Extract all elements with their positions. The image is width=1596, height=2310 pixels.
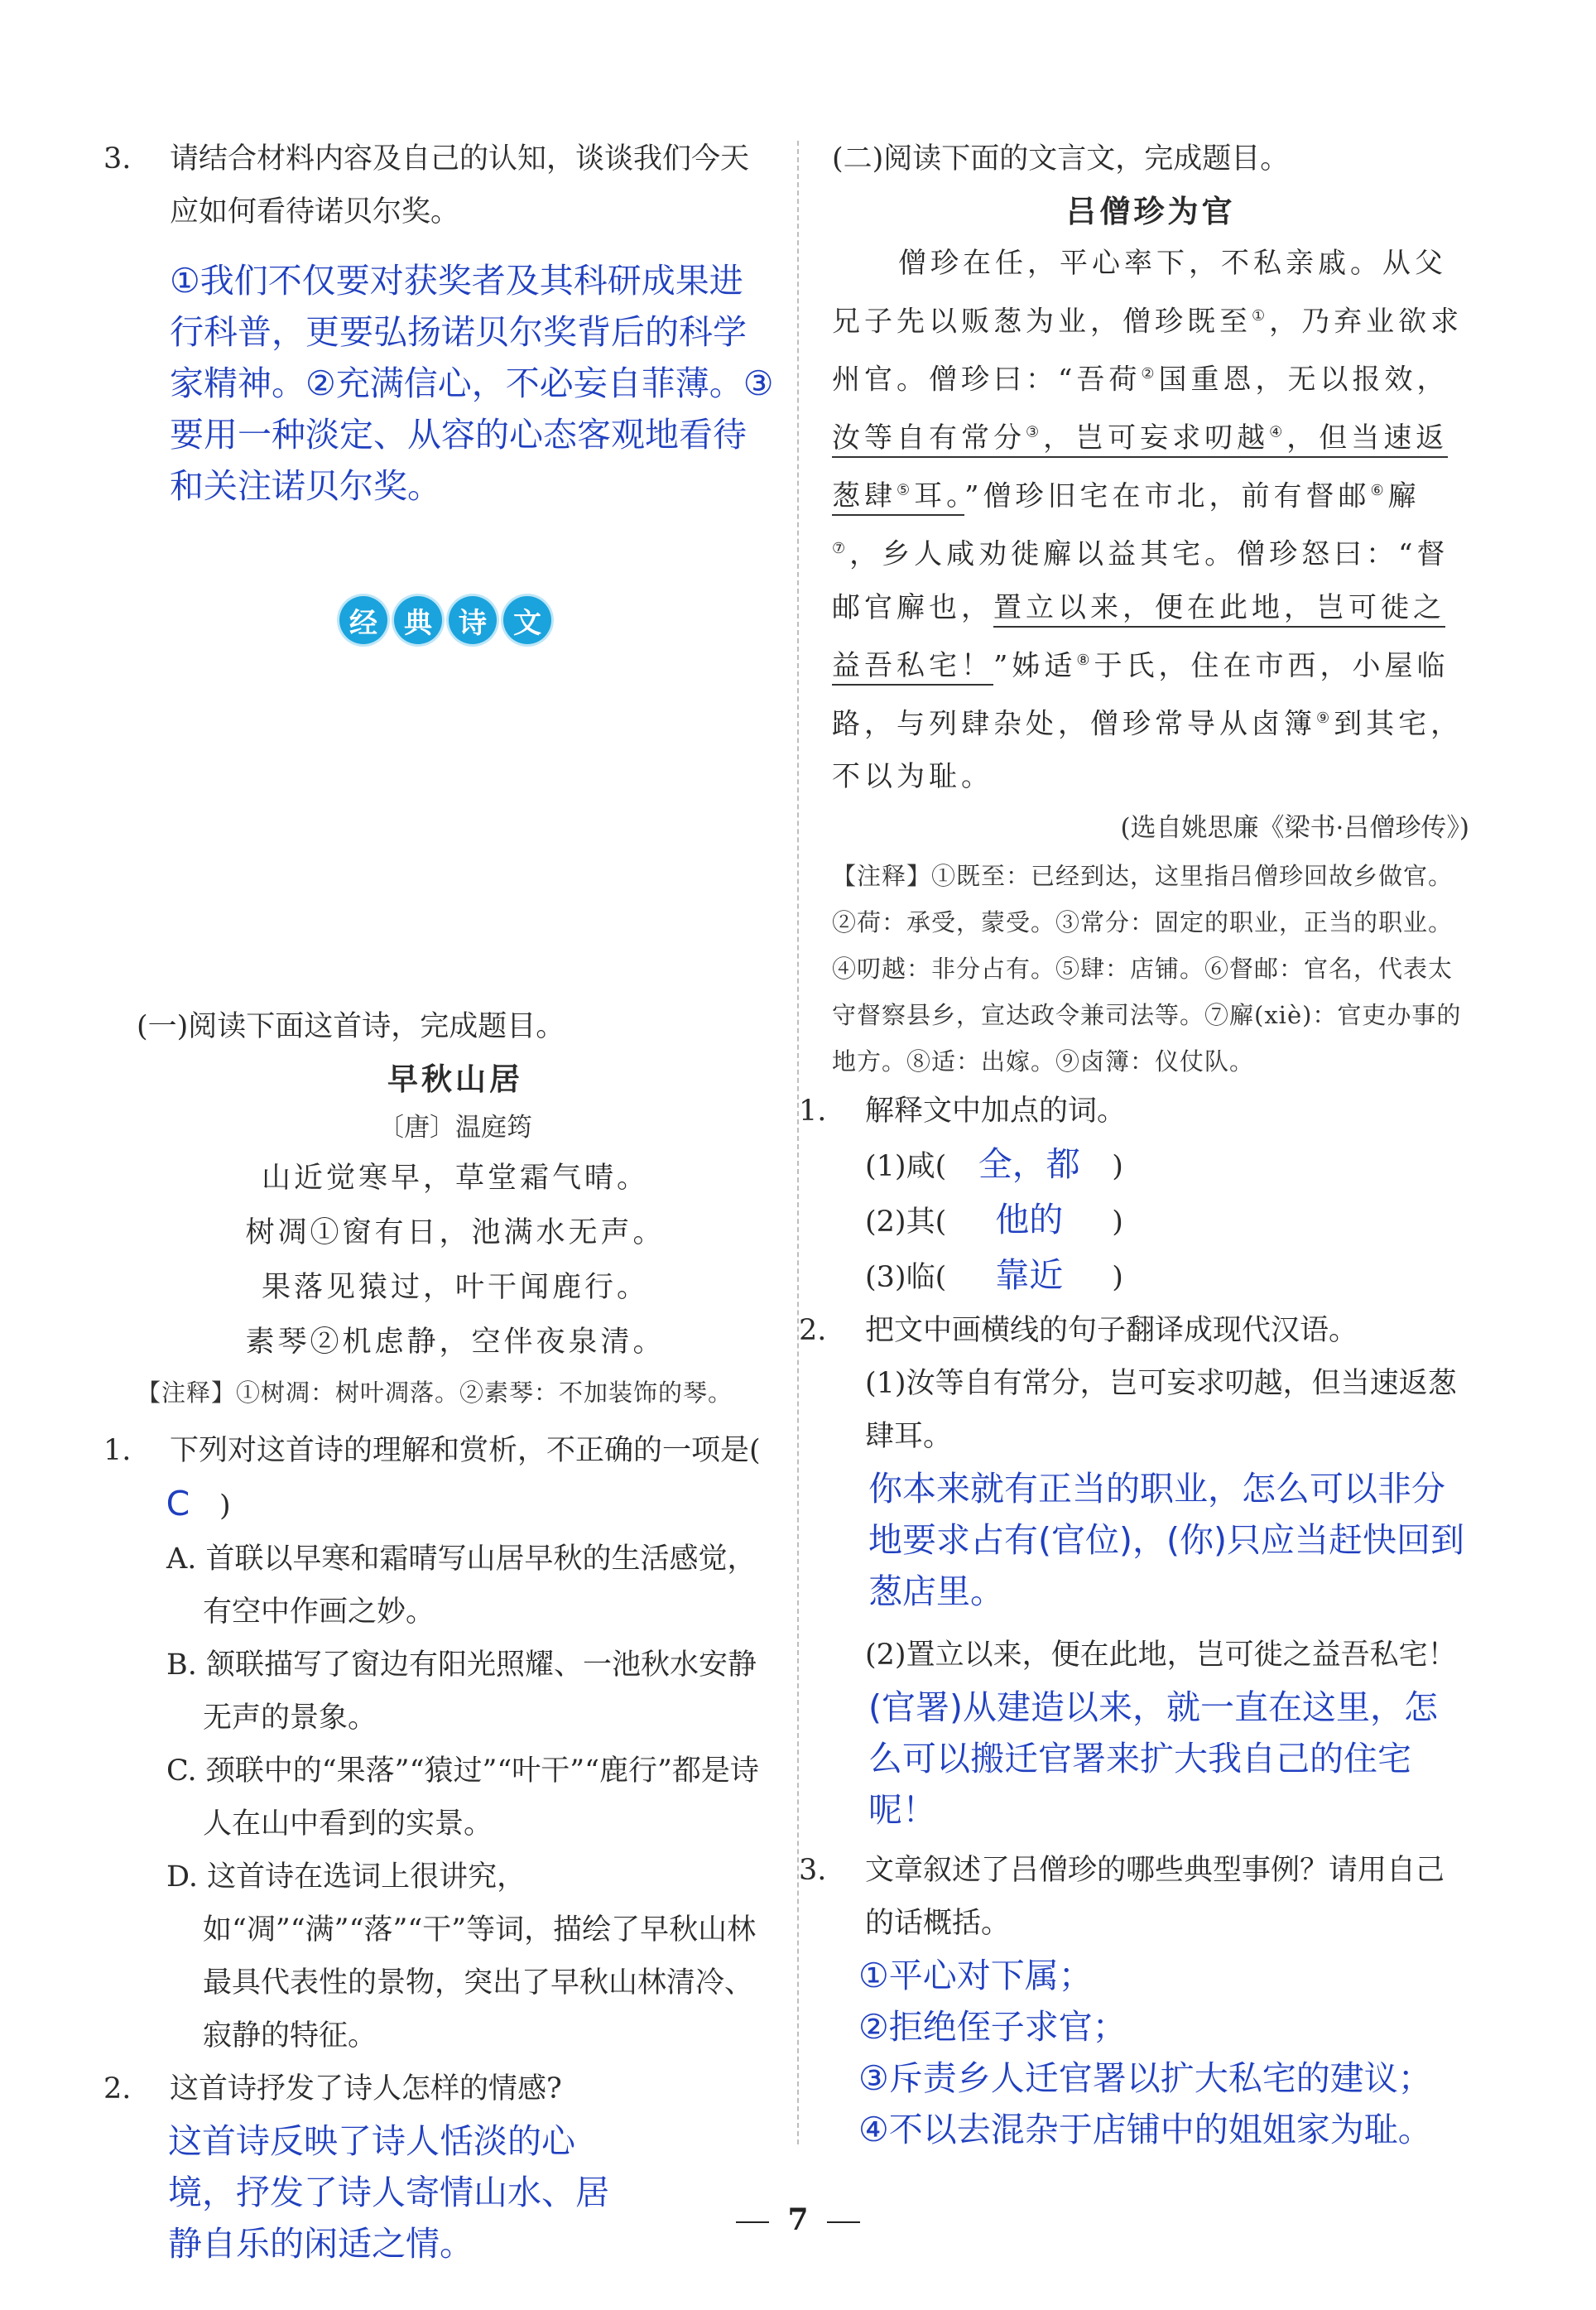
right-column: [799, 132, 1469, 2155]
translate-sentence-2: (2)置立以来，便在此地，岂可徙之益吾私宅！: [865, 1639, 1457, 1672]
option-a: A. 首联以早寒和霜晴写山居早秋的生活感觉，有空中作画之妙。: [166, 1542, 757, 1629]
passage-title: 吕僧珍为官: [1065, 193, 1236, 229]
poem-line: 树凋①窗有日，池满水无声。: [245, 1216, 666, 1249]
poem-question-2: 2. 这首诗抒发了诗人怎样的情感?: [103, 2072, 562, 2105]
option-d: D. 这首诗在选词上很讲究，如“凋”“满”“落”“干”等词，描绘了早秋山林最具代表性的景物，突出了早秋山林清冷、寂静的特征。: [166, 1860, 757, 2053]
underlined-sentence-2: 置立以来，便在此地，岂可徙之益吾私宅！: [832, 591, 1445, 686]
passage-question-3: 3. 文章叙述了吕僧珍的哪些典型事例？请用自己的话概括。: [799, 1854, 1445, 1941]
question-3-answer: ①我们不仅要对获奖者及其科研成果进行科普，更要弘扬诺贝尔奖背后的科学家精神。②充满信心，不必妄自菲薄。③要用一种淡定、从容的心态客观地看待和关注诺贝尔奖。: [170, 261, 774, 506]
passage-body: 僧珍在任，平心率下，不私亲戚。从父兄子先以贩葱为业，僧珍既至①，乃弃业欲求州官。僧珍曰：“吾荷②国重恩，无以报效，汝等自有常分③，岂可妄求叨越④，但当速返葱肆⑤耳。”僧珍旧宅在市北，前有督邮⑥廨⑦，乡人咸劝徙廨以益其宅。僧珍怒曰：“督邮官廨也，置立以来，便在此地，岂可徙之益吾私宅！”姊适⑧于氏，住在市西，小屋临路，与列肆杂处，僧珍常导从卤簿⑨到其宅，不以为耻。: [832, 247, 1464, 794]
translate-sentence-1: (1)汝等自有常分，岂可妄求叨越，但当速返葱肆耳。: [865, 1367, 1457, 1454]
fill-item-2: (2)其( 他的 ): [865, 1200, 1123, 1240]
poem-line: 素琴②机虑静，空伴夜泉清。: [245, 1326, 666, 1359]
poem-question-1: 1. 下列对这首诗的理解和赏析，不正确的一项是(C ): [137, 1424, 774, 1533]
summary-answer-4: ④不以去混杂于店铺中的姐姐家为耻。: [858, 2110, 1432, 2150]
poem-line: 果落见猿过，叶干闻鹿行。: [261, 1271, 649, 1304]
summary-answer-3: ③斥责乡人迁官署以扩大私宅的建议；: [858, 2058, 1432, 2099]
translate-answer-2: (官署)从建造以来，就一直在这里，怎么可以搬迁官署来扩大我自己的住宅呢！: [868, 1687, 1438, 1831]
passage-source: (选自姚思廉《梁书·吕僧珍传》): [1120, 813, 1469, 844]
option-b: B. 颔联描写了窗边有阳光照耀、一池秋水安静无声的景象。: [166, 1648, 757, 1735]
translate-answer-1: 你本来就有正当的职业，怎么可以非分地要求占有(官位)，(你)只应当赶快回到葱店里。: [868, 1469, 1464, 1612]
passage-question-1: 1. 解释文中加点的词。: [799, 1095, 1127, 1129]
section-1-heading: (一)阅读下面这首诗，完成题目。: [137, 1010, 565, 1043]
badge-char: 诗: [449, 596, 497, 644]
passage-annotation: 【注释】①既至：已经到达，这里指吕僧珍回故乡做官。②荷：承受，蒙受。③常分：固定的职业，正当的职业。④叨越：非分占有。⑤肆：店铺。⑥督邮：官名，代表太守督察县乡，宣达政令兼司法等。⑦廨(xiè)：官吏办事的地方。⑧适：出嫁。⑨卤簿：仪仗队。: [832, 862, 1462, 1076]
badge-char: 典: [394, 596, 442, 644]
summary-answer-2: ②拒绝侄子求官；: [858, 2007, 1127, 2048]
badge-char: 文: [503, 596, 551, 644]
fill-item-1: (1)咸( 全，都 ): [865, 1144, 1123, 1185]
poem-line: 山近觉寒早，草堂霜气晴。: [261, 1162, 649, 1195]
passage-question-2: 2. 把文中画横线的句子翻译成现代汉语。: [799, 1314, 1358, 1348]
badge-char: 经: [339, 596, 387, 644]
underlined-sentence-1: 汝等自有常分③，岂可妄求叨越④，但当速返葱肆⑤耳。: [832, 421, 1448, 516]
left-column: [103, 132, 774, 2269]
question-3-prompt: 3. 请结合材料内容及自己的认知，谈谈我们今天应如何看待诺贝尔奖。: [103, 142, 750, 229]
summary-answer-1: ①平心对下属；: [858, 1956, 1093, 1996]
option-c: C. 颈联中的“果落”“猿过”“叶干”“鹿行”都是诗人在山中看到的实景。: [166, 1754, 759, 1841]
poem-title: 早秋山居: [387, 1061, 523, 1097]
fill-item-3: (3)临( 靠近 ): [865, 1255, 1123, 1296]
choice-answer: C: [166, 1484, 190, 1523]
poem-annotation: 【注释】①树凋：树叶凋落。②素琴：不加装饰的琴。: [137, 1379, 733, 1407]
section-2-heading: (二)阅读下面的文言文，完成题目。: [832, 142, 1290, 176]
poem-question-2-answer: 这首诗反映了诗人恬淡的心境，抒发了诗人寄情山水、居静自乐的闲适之情。: [168, 2121, 609, 2264]
poem-author: 〔唐〕温庭筠: [378, 1113, 532, 1143]
page-number: 7: [0, 2202, 1596, 2237]
section-badge: [339, 596, 551, 644]
